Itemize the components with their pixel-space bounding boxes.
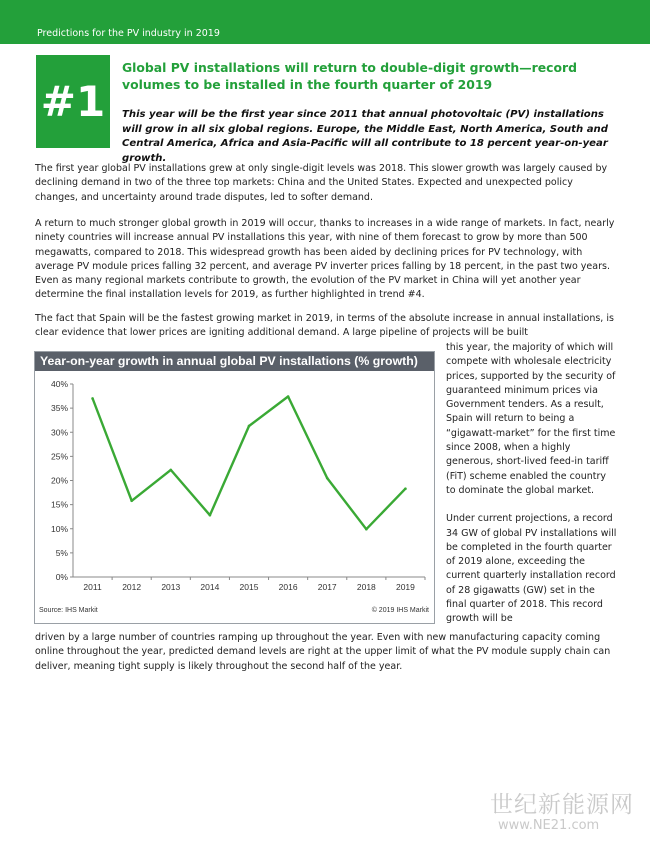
data-point bbox=[130, 499, 133, 502]
y-tick-label: 20% bbox=[50, 475, 68, 486]
chart-footer bbox=[39, 607, 429, 614]
chart-copyright: © 2019 IHS Markit bbox=[371, 607, 429, 614]
trend-lead-summary: This year will be the first year since 2011 that annual photovoltaic (PV) installations will grow in all six global regions. Europe, the Middle East, North America, South and Central America, Africa and Asia-Pacific will all contribute to 18 percent year-on-year growth. bbox=[122, 109, 608, 165]
series-line bbox=[93, 397, 406, 530]
x-tick-label: 2016 bbox=[278, 582, 298, 592]
body-paragraph-1: The first year global PV installations grew at only single-digit levels was 2018. This slower growth was largely caused by declining demand in two of the three top markets: China and the United States. Expected and unexpected policy changes, and uncertainty around trade disputes, led to softer demand. bbox=[35, 163, 608, 203]
body-paragraph-tail: driven by a large number of countries ramping up throughout the year. Even with new manufacturing capacity coming online throughout the year, predicted demand levels are right at the upper limit of what the PV module supply chain can deliver, meaning tight supply is likely throughout the second half of the year. bbox=[35, 632, 611, 672]
running-title: Predictions for the PV industry in 2019 bbox=[37, 28, 220, 39]
data-point bbox=[209, 514, 212, 517]
y-tick-label: 10% bbox=[50, 523, 68, 534]
data-point bbox=[326, 477, 329, 480]
y-tick-label: 25% bbox=[50, 451, 68, 462]
data-point bbox=[404, 487, 407, 490]
top-banner bbox=[0, 0, 650, 44]
chart-plot-area bbox=[35, 371, 434, 607]
x-tick-label: 2018 bbox=[356, 582, 376, 592]
body-paragraph-3: The fact that Spain will be the fastest growing market in 2019, in terms of the absolute increase in annual installations, is clear evidence that lower prices are igniting additional demand. A large pipeline of projects will be built bbox=[35, 313, 614, 339]
side-paragraph-1: this year, the majority of which will compete with wholesale electricity prices, supported by the security of guaranteed minimum prices via Government tenders. As a result, Spain will return to being a “gigawatt-market” for the first time since 2008, when a highly generous, short-lived feed-in tariff (FiT) scheme enabled the country to dominate the global market. bbox=[446, 342, 616, 496]
data-point bbox=[91, 397, 94, 400]
x-tick-label: 2019 bbox=[395, 582, 415, 592]
side-column bbox=[446, 341, 618, 641]
data-point bbox=[287, 395, 290, 398]
trend-headline: Global PV installations will return to double-digit growth—record volumes to be installed in the fourth quarter of 2019 bbox=[122, 60, 577, 92]
trend-number-badge: #1 bbox=[36, 55, 110, 148]
x-tick-label: 2012 bbox=[122, 582, 142, 592]
watermark-logo-text: 世纪新能源网 bbox=[490, 792, 634, 818]
x-tick-label: 2017 bbox=[317, 582, 337, 592]
data-point bbox=[365, 528, 368, 531]
chart-header bbox=[35, 352, 434, 371]
y-tick-label: 35% bbox=[50, 403, 68, 414]
x-tick-label: 2015 bbox=[239, 582, 259, 592]
x-tick-label: 2014 bbox=[200, 582, 220, 592]
y-tick-label: 5% bbox=[55, 547, 68, 558]
growth-chart bbox=[34, 351, 435, 624]
y-tick-label: 30% bbox=[50, 427, 68, 438]
y-tick-label: 15% bbox=[50, 499, 68, 510]
chart-title: Year-on-year growth in annual global PV installations (% growth) bbox=[40, 354, 418, 368]
data-point bbox=[248, 425, 251, 428]
chart-source: Source: IHS Markit bbox=[39, 607, 98, 614]
y-tick-label: 40% bbox=[50, 379, 68, 389]
y-tick-label: 0% bbox=[55, 572, 68, 582]
data-point bbox=[169, 469, 172, 472]
x-tick-label: 2013 bbox=[161, 582, 181, 592]
side-paragraph-2: Under current projections, a record 34 GW of global PV installations will be completed in the fourth quarter of 2019 alone, exceeding the current quarterly installation record of 28 gigawatts (GW) set in the final quarter of 2018. This record growth will be bbox=[446, 513, 617, 625]
x-tick-label: 2011 bbox=[83, 582, 102, 592]
body-paragraph-2: A return to much stronger global growth in 2019 will occur, thanks to increases in a wide range of markets. In fact, nearly ninety countries will increase annual PV installations this year, with nine of them forecast to grow by more than 500 megawatts, compared to 2018. This widespread growth has been aided by declining prices for PV technology, with average PV module prices falling 32 percent, and average PV inverter prices falling by 18 percent, in the past two years. Even as many regional markets contribute to growth, the evolution of the PV market in China will yet another year determine the final installation levels for 2019, as further highlighted in trend #4. bbox=[35, 218, 615, 301]
watermark-url: www.NE21.com bbox=[498, 818, 600, 833]
